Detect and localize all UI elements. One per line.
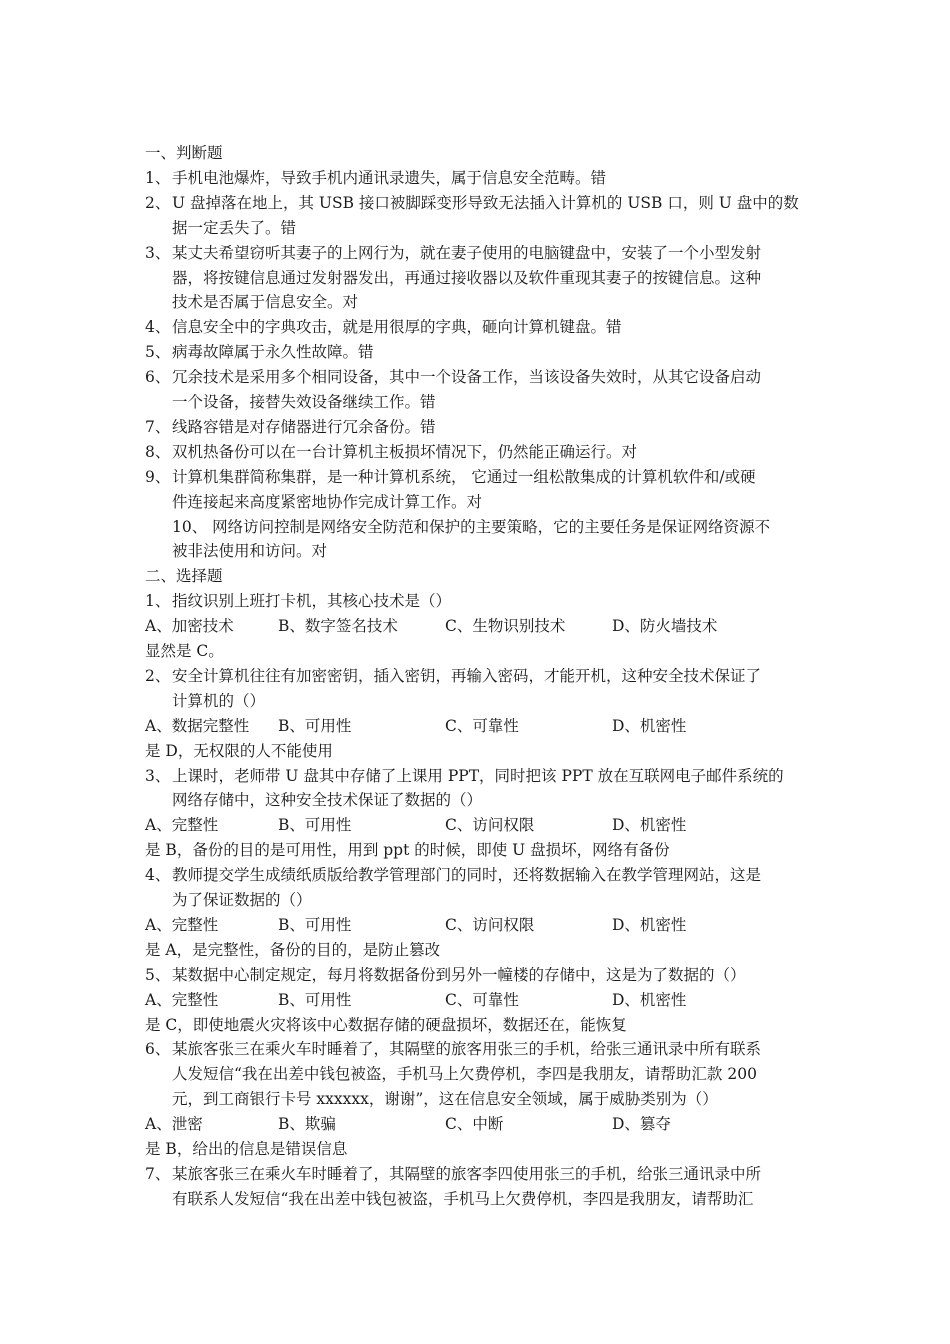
option-b: B、可用性 bbox=[278, 915, 352, 934]
question-text-line: 安全计算机往往有加密密钥，插入密钥，再输入密码，才能开机，这种安全技术保证了 bbox=[172, 666, 762, 685]
option-d: D、机密性 bbox=[612, 816, 687, 835]
question-text-line: 病毒故障属于永久性故障。错 bbox=[172, 343, 374, 362]
question-text-line: 据一定丢失了。错 bbox=[172, 218, 297, 237]
option-c: C、生物识别技术 bbox=[445, 617, 566, 636]
option-d: D、机密性 bbox=[612, 990, 687, 1009]
question-number: 5、 bbox=[145, 343, 171, 362]
question-number: 2、 bbox=[145, 666, 171, 685]
question-text-line: 冗余技术是采用多个相同设备，其中一个设备工作，当该设备失效时，从其它设备启动 bbox=[172, 368, 762, 387]
option-d: D、防火墙技术 bbox=[612, 617, 718, 636]
option-a: A、完整性 bbox=[145, 816, 219, 835]
question-number: 8、 bbox=[145, 442, 171, 461]
answer-explanation: 是 C，即使地震火灾将该中心数据存储的硬盘损坏，数据还在，能恢复 bbox=[145, 1015, 627, 1034]
question-text-line: 被非法使用和访问。对 bbox=[172, 542, 328, 561]
option-a: A、完整性 bbox=[145, 915, 219, 934]
option-a: A、加密技术 bbox=[145, 617, 234, 636]
option-c: C、可靠性 bbox=[445, 716, 519, 735]
question-text-line: 手机电池爆炸，导致手机内通讯录遗失，属于信息安全范畴。错 bbox=[172, 168, 607, 187]
option-a: A、数据完整性 bbox=[145, 716, 250, 735]
option-c: C、访问权限 bbox=[445, 816, 535, 835]
answer-explanation: 是 A，是完整性，备份的目的，是防止篡改 bbox=[145, 940, 441, 959]
section-heading-choice: 二、选择题 bbox=[145, 567, 223, 586]
question-text-line: 指纹识别上班打卡机，其核心技术是（） bbox=[172, 592, 452, 611]
question-text-line: 某数据中心制定规定，每月将数据备份到另外一幢楼的存储中，这是为了数据的（） bbox=[172, 965, 746, 984]
question-text-line: 计算机的（） bbox=[172, 691, 266, 710]
answer-explanation: 是 B，给出的信息是错误信息 bbox=[145, 1140, 348, 1158]
answer-explanation: 是 B，备份的目的是可用性，用到 ppt 的时候，即使 U 盘损坏，网络有备份 bbox=[145, 841, 670, 860]
option-b: B、可用性 bbox=[278, 816, 352, 835]
question-text-line: 教师提交学生成绩纸质版给教学管理部门的同时，还将数据输入在教学管理网站，这是 bbox=[172, 866, 762, 885]
option-b: B、可用性 bbox=[278, 716, 352, 735]
question-number: 4、 bbox=[145, 318, 171, 337]
answer-explanation: 是 D，无权限的人不能使用 bbox=[145, 741, 333, 760]
question-text-line: 信息安全中的字典攻击，就是用很厚的字典，砸向计算机键盘。错 bbox=[172, 318, 622, 337]
option-b: B、欺骗 bbox=[278, 1115, 336, 1134]
question-text-line: 为了保证数据的（） bbox=[172, 891, 312, 909]
option-c: C、可靠性 bbox=[445, 990, 519, 1009]
option-c: C、访问权限 bbox=[445, 915, 535, 934]
question-text-line: 人发短信“我在出差中钱包被盗，手机马上欠费停机，李四是我朋友，请帮助汇款 200 bbox=[172, 1065, 757, 1084]
question-text-line: 某旅客张三在乘火车时睡着了，其隔壁的旅客李四使用张三的手机，给张三通讯录中所 bbox=[172, 1164, 762, 1183]
question-number: 6、 bbox=[145, 1040, 171, 1059]
option-d: D、机密性 bbox=[612, 915, 687, 934]
option-b: B、可用性 bbox=[278, 990, 352, 1009]
option-b: B、数字签名技术 bbox=[278, 617, 398, 636]
question-number: 5、 bbox=[145, 965, 171, 984]
question-text-line: 上课时，老师带 U 盘其中存储了上课用 PPT，同时把该 PPT 放在互联网电子邮件系统的 bbox=[172, 766, 784, 785]
option-d: D、篡夺 bbox=[612, 1115, 671, 1134]
question-number: 1、 bbox=[145, 168, 171, 187]
question-number: 3、 bbox=[145, 243, 171, 262]
question-text-line: 计算机集群简称集群，是一种计算机系统， 它通过一组松散集成的计算机软件和/或硬 bbox=[172, 467, 756, 486]
question-text-line: 某旅客张三在乘火车时睡着了，其隔壁的旅客用张三的手机，给张三通讯录中所有联系 bbox=[172, 1040, 762, 1059]
question-text-line: 一个设备，接替失效设备继续工作。错 bbox=[172, 393, 436, 411]
question-text-line: 某丈夫希望窃听其妻子的上网行为，就在妻子使用的电脑键盘中，安装了一个小型发射 bbox=[172, 243, 762, 262]
question-text-line: 有联系人发短信“我在出差中钱包被盗，手机马上欠费停机，李四是我朋友，请帮助汇 bbox=[172, 1189, 754, 1208]
question-number: 7、 bbox=[145, 1164, 171, 1183]
question-number: 4、 bbox=[145, 866, 171, 885]
question-text-line: 线路容错是对存储器进行冗余备份。错 bbox=[172, 417, 436, 436]
question-text-line: 10、 网络访问控制是网络安全防范和保护的主要策略，它的主要任务是保证网络资源不 bbox=[172, 517, 771, 536]
question-number: 1、 bbox=[145, 592, 171, 611]
question-text-line: 件连接起来高度紧密地协作完成计算工作。对 bbox=[172, 492, 483, 511]
question-text-line: 器，将按键信息通过发射器发出，再通过接收器以及软件重现其妻子的按键信息。这种 bbox=[172, 268, 762, 287]
question-text-line: 元，到工商银行卡号 xxxxxx，谢谢”，这在信息安全领域，属于威胁类别为（） bbox=[172, 1090, 718, 1109]
question-number: 6、 bbox=[145, 368, 171, 387]
option-a: A、完整性 bbox=[145, 990, 219, 1009]
option-a: A、泄密 bbox=[145, 1115, 203, 1134]
question-number: 3、 bbox=[145, 766, 171, 785]
question-text-line: 双机热备份可以在一台计算机主板损坏情况下，仍然能正确运行。对 bbox=[172, 442, 638, 461]
section-heading-judge: 一、判断题 bbox=[145, 144, 223, 162]
question-text-line: U 盘掉落在地上，其 USB 接口被脚踩变形导致无法插入计算机的 USB 口，则 U 盘中的数 bbox=[172, 193, 799, 212]
question-number: 7、 bbox=[145, 417, 171, 436]
question-number: 9、 bbox=[145, 467, 171, 486]
answer-explanation: 显然是 C。 bbox=[145, 642, 224, 660]
question-text-line: 技术是否属于信息安全。对 bbox=[172, 293, 359, 312]
question-number: 2、 bbox=[145, 193, 171, 212]
question-text-line: 网络存储中，这种安全技术保证了数据的（） bbox=[172, 791, 483, 810]
option-d: D、机密性 bbox=[612, 716, 687, 735]
option-c: C、中断 bbox=[445, 1115, 504, 1134]
